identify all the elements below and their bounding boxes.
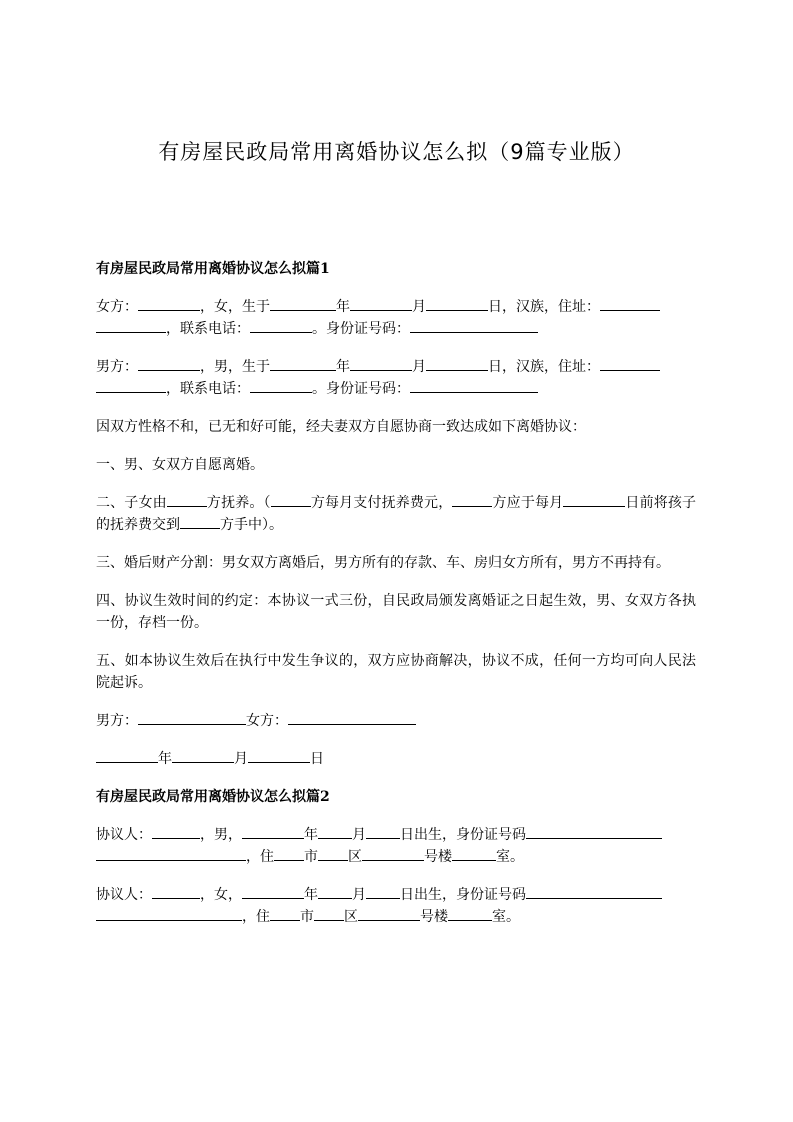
party-1-district-blank (318, 846, 348, 861)
signing-date (96, 748, 696, 770)
year-text: 年 (304, 887, 318, 903)
party-2-year-blank (242, 884, 304, 899)
clause-2 (96, 492, 696, 536)
live-text: ，住 (246, 849, 274, 865)
party-1-year-blank (242, 824, 304, 839)
agreement-intro: 因双方性格不和，已无和好可能，经夫妻双方自愿协商一致达成如下离婚协议： (96, 419, 586, 435)
party-1-month-blank (318, 824, 352, 839)
female-label: 女方： (96, 299, 138, 315)
female-gender-text: ，女，生于 (200, 299, 270, 315)
district-text: 区 (344, 909, 358, 925)
female-party-info (96, 296, 696, 340)
party-label: 协议人： (96, 827, 152, 843)
party-1-name-blank (152, 824, 200, 839)
clause-1: 一、男、女双方自愿离婚。 (96, 457, 264, 473)
party-1-room-blank (452, 846, 496, 861)
party-1-building-blank (362, 846, 424, 861)
party-2-day-blank (366, 884, 400, 899)
male-name-blank (138, 356, 200, 371)
date-day-text: 日 (310, 751, 324, 767)
party-1-city-blank (274, 846, 304, 861)
payer-party-blank-2 (452, 492, 492, 507)
clause-2-text-a: 二、子女由 (96, 495, 167, 511)
male-phone-blank (250, 378, 312, 393)
female-signature-label: 女方： (246, 713, 288, 729)
female-address-blank-2 (96, 318, 166, 333)
male-party-info (96, 356, 696, 400)
party-2-id-blank-1 (526, 884, 662, 899)
party-2-month-blank (318, 884, 352, 899)
female-text: ，女， (200, 887, 242, 903)
clause-5: 五、如本协议生效后在执行中发生争议的，双方应协商解决，协议不成，任何一方均可向人民法院起诉。 (96, 653, 696, 691)
custody-party-blank (167, 492, 207, 507)
male-text: ，男， (200, 827, 242, 843)
male-birth-day-blank (426, 356, 488, 371)
female-id-blank (410, 318, 538, 333)
party-2-district-blank (314, 906, 344, 921)
building-text: 号楼 (420, 909, 448, 925)
date-year-blank (96, 748, 158, 763)
month-text: 月 (412, 299, 426, 315)
party-label: 协议人： (96, 887, 152, 903)
party-2-info (96, 884, 696, 928)
payment-day-blank (563, 492, 625, 507)
female-birth-year-blank (270, 296, 336, 311)
female-address-blank-1 (600, 296, 660, 311)
date-month-text: 月 (234, 751, 248, 767)
signature-line (96, 710, 696, 732)
day-ethnic-address-text: 日，汉族，住址： (488, 359, 600, 375)
day-ethnic-address-text: 日，汉族，住址： (488, 299, 600, 315)
clause-2-text-d: 方应于每月 (492, 495, 564, 511)
room-text: 室。 (492, 909, 520, 925)
date-year-text: 年 (158, 751, 172, 767)
male-signature-blank (138, 710, 246, 725)
born-id-text: 日出生，身份证号码 (400, 887, 526, 903)
clause-2-text-c: 方每月支付抚养费元， (310, 495, 453, 511)
year-text: 年 (336, 359, 350, 375)
clause-2-text-f: 方手中）。 (220, 517, 283, 533)
female-birth-day-blank (426, 296, 488, 311)
section-1-heading: 有房屋民政局常用离婚协议怎么拟篇1 (96, 261, 330, 277)
id-label: 。身份证号码： (312, 381, 410, 397)
building-text: 号楼 (424, 849, 452, 865)
party-2-id-blank-2 (96, 906, 242, 921)
month-text: 月 (352, 887, 366, 903)
party-2-building-blank (358, 906, 420, 921)
clause-3: 三、婚后财产分割：男女双方离婚后，男方所有的存款、车、房归女方所有，男方不再持有。 (96, 555, 670, 571)
party-1-info (96, 824, 696, 868)
male-label: 男方： (96, 359, 138, 375)
female-phone-blank (250, 318, 312, 333)
year-text: 年 (304, 827, 318, 843)
date-day-blank (248, 748, 310, 763)
section-2-heading: 有房屋民政局常用离婚协议怎么拟篇2 (96, 789, 330, 805)
id-label: 。身份证号码： (312, 321, 410, 337)
male-id-blank (410, 378, 538, 393)
female-name-blank (138, 296, 200, 311)
male-gender-text: ，男，生于 (200, 359, 270, 375)
male-birth-month-blank (350, 356, 412, 371)
born-id-text: 日出生，身份证号码 (400, 827, 526, 843)
clause-4: 四、协议生效时间的约定：本协议一式三份，自民政局颁发离婚证之日起生效，男、女双方各执一份，存档一份。 (96, 593, 696, 631)
party-2-city-blank (270, 906, 300, 921)
document-title: 有房屋民政局常用离婚协议怎么拟（9篇专业版） (158, 140, 635, 164)
clause-2-text-e: 日前将孩子的抚养费交到 (96, 495, 697, 533)
female-signature-blank (288, 710, 416, 725)
month-text: 月 (412, 359, 426, 375)
party-1-day-blank (366, 824, 400, 839)
receiver-party-blank (180, 514, 220, 529)
male-address-blank-2 (96, 378, 166, 393)
year-text: 年 (336, 299, 350, 315)
city-text: 市 (300, 909, 314, 925)
document-body (96, 258, 696, 944)
male-signature-label: 男方： (96, 713, 138, 729)
district-text: 区 (348, 849, 362, 865)
male-address-blank-1 (600, 356, 660, 371)
party-2-room-blank (448, 906, 492, 921)
party-1-id-blank-2 (96, 846, 246, 861)
city-text: 市 (304, 849, 318, 865)
room-text: 室。 (496, 849, 524, 865)
party-2-name-blank (152, 884, 200, 899)
phone-label: ，联系电话： (166, 381, 250, 397)
male-birth-year-blank (270, 356, 336, 371)
phone-label: ，联系电话： (166, 321, 250, 337)
live-text: ，住 (242, 909, 270, 925)
female-birth-month-blank (350, 296, 412, 311)
month-text: 月 (352, 827, 366, 843)
clause-2-text-b: 方抚养。（ (206, 495, 271, 511)
party-1-id-blank-1 (526, 824, 662, 839)
date-month-blank (172, 748, 234, 763)
payer-party-blank (271, 492, 311, 507)
